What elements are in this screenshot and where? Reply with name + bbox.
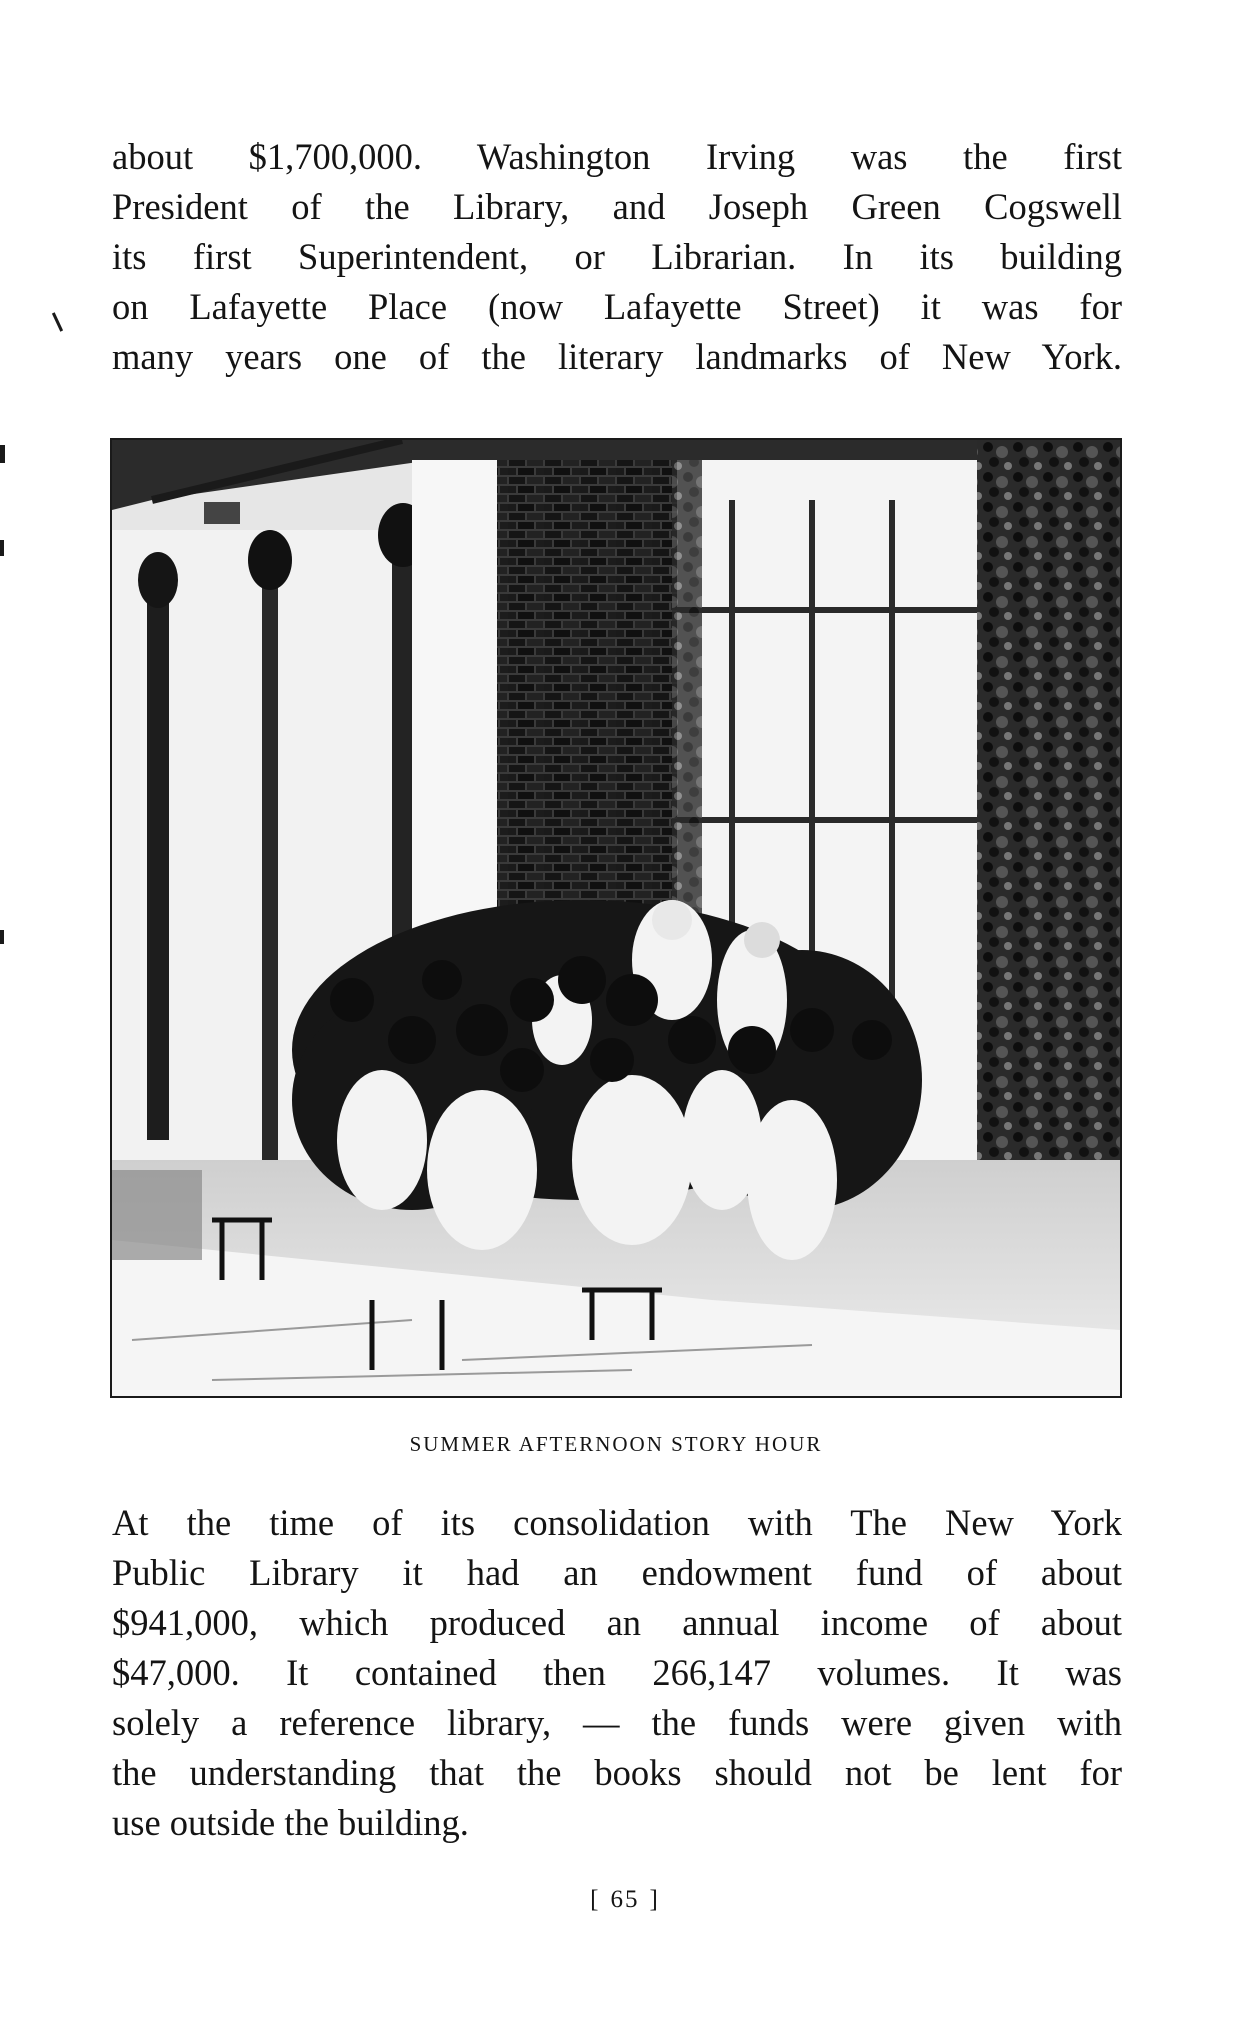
body-paragraph-bottom <box>112 1498 1122 1848</box>
text-line: $941,000, which produced an annual income of about <box>112 1602 1122 1643</box>
text-line: its first Superintendent, or Librarian. In its building <box>112 236 1122 277</box>
text-line: President of the Library, and Joseph Green Cogswell <box>112 186 1122 227</box>
page-number <box>0 1886 1250 1914</box>
body-paragraph-top <box>112 132 1122 382</box>
margin-speck <box>0 445 5 463</box>
text-line: use outside the building. <box>112 1802 469 1843</box>
story-hour-photograph <box>110 438 1122 1398</box>
text-line: on Lafayette Place (now Lafayette Street) it was for <box>112 286 1122 327</box>
text-line: At the time of its consolidation with The New York <box>112 1502 1122 1543</box>
margin-speck <box>0 540 4 556</box>
text-line: many years one of the literary landmarks of New York. <box>112 336 1122 377</box>
text-line: solely a reference library, — the funds were given with <box>112 1702 1122 1743</box>
page-number-close-bracket: ] <box>649 1886 660 1913</box>
margin-speck <box>52 312 63 331</box>
text-line: the understanding that the books should not be lent for <box>112 1752 1122 1793</box>
page-number-open-bracket: [ <box>590 1886 601 1913</box>
text-line: about $1,700,000. Washington Irving was the first <box>112 136 1122 177</box>
page-number-value: 65 <box>610 1886 640 1913</box>
margin-speck <box>0 930 4 944</box>
text-line: Public Library it had an endowment fund of about <box>112 1552 1122 1593</box>
text-line: $47,000. It contained then 266,147 volumes. It was <box>112 1652 1122 1693</box>
figure-caption: SUMMER AFTERNOON STORY HOUR <box>409 1432 823 1456</box>
